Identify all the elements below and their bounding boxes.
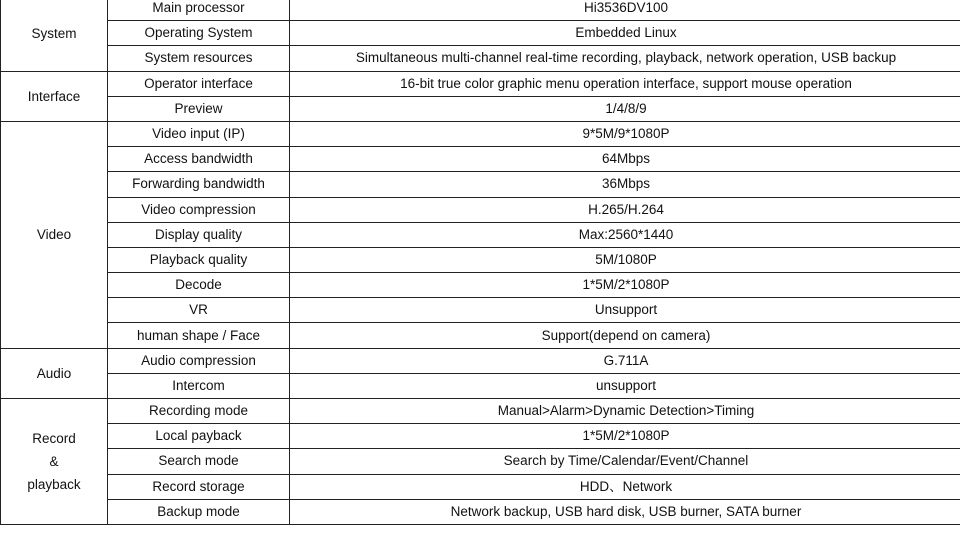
value-cell: Support(depend on camera): [290, 323, 960, 348]
value-cell: 1/4/8/9: [290, 96, 960, 121]
table-row: [1, 373, 960, 398]
value-cell: Search by Time/Calendar/Event/Channel: [290, 449, 960, 474]
value-cell: Unsupport: [290, 298, 960, 323]
value-cell: Network backup, USB hard disk, USB burner, SATA burner: [290, 499, 960, 524]
item-cell: Operating System: [108, 21, 290, 46]
item-cell: Display quality: [108, 222, 290, 247]
table-row: [1, 449, 960, 474]
value-cell: 36Mbps: [290, 172, 960, 197]
table-row: [1, 197, 960, 222]
table-row: [1, 0, 960, 21]
table-row: [1, 323, 960, 348]
item-cell: Intercom: [108, 373, 290, 398]
value-cell: 1*5M/2*1080P: [290, 424, 960, 449]
item-cell: Access bandwidth: [108, 147, 290, 172]
value-cell: Simultaneous multi-channel real-time recording, playback, network operation, USB backup: [290, 46, 960, 71]
table-row: [1, 399, 960, 424]
value-cell: H.265/H.264: [290, 197, 960, 222]
category-cell: System: [1, 0, 108, 71]
item-cell: Audio compression: [108, 348, 290, 373]
value-cell: 1*5M/2*1080P: [290, 273, 960, 298]
table-row: [1, 147, 960, 172]
item-cell: human shape / Face: [108, 323, 290, 348]
value-cell: G.711A: [290, 348, 960, 373]
item-cell: Video compression: [108, 197, 290, 222]
value-cell: Max:2560*1440: [290, 222, 960, 247]
value-cell: unsupport: [290, 373, 960, 398]
item-cell: Main processor: [108, 0, 290, 21]
category-line: &: [49, 453, 59, 469]
table-row: [1, 424, 960, 449]
table-row: [1, 474, 960, 499]
item-cell: Video input (IP): [108, 121, 290, 146]
value-cell: Manual>Alarm>Dynamic Detection>Timing: [290, 399, 960, 424]
category-line: playback: [27, 476, 81, 492]
item-cell: Local payback: [108, 424, 290, 449]
table-row: [1, 96, 960, 121]
item-cell: Playback quality: [108, 247, 290, 272]
table-row: [1, 273, 960, 298]
item-cell: Preview: [108, 96, 290, 121]
table-row: [1, 348, 960, 373]
spec-table-body: [1, 0, 960, 524]
value-cell: Embedded Linux: [290, 21, 960, 46]
table-row: [1, 121, 960, 146]
category-cell: Audio: [1, 348, 108, 398]
category-line: Record: [32, 430, 76, 446]
category-cell: Video: [1, 121, 108, 348]
item-cell: Recording mode: [108, 399, 290, 424]
category-cell: Interface: [1, 71, 108, 121]
table-row: [1, 247, 960, 272]
value-cell: 64Mbps: [290, 147, 960, 172]
item-cell: Operator interface: [108, 71, 290, 96]
table-row: [1, 222, 960, 247]
item-cell: Backup mode: [108, 499, 290, 524]
table-row: [1, 298, 960, 323]
item-cell: Decode: [108, 273, 290, 298]
value-cell: 16-bit true color graphic menu operation interface, support mouse operation: [290, 71, 960, 96]
table-row: [1, 71, 960, 96]
table-row: [1, 499, 960, 524]
category-cell: [1, 399, 108, 525]
value-cell: 9*5M/9*1080P: [290, 121, 960, 146]
value-cell: 5M/1080P: [290, 247, 960, 272]
item-cell: Forwarding bandwidth: [108, 172, 290, 197]
table-row: [1, 172, 960, 197]
table-row: [1, 46, 960, 71]
item-cell: Search mode: [108, 449, 290, 474]
item-cell: VR: [108, 298, 290, 323]
value-cell: HDD、Network: [290, 474, 960, 499]
item-cell: System resources: [108, 46, 290, 71]
item-cell: Record storage: [108, 474, 290, 499]
value-cell: Hi3536DV100: [290, 0, 960, 21]
table-row: [1, 21, 960, 46]
